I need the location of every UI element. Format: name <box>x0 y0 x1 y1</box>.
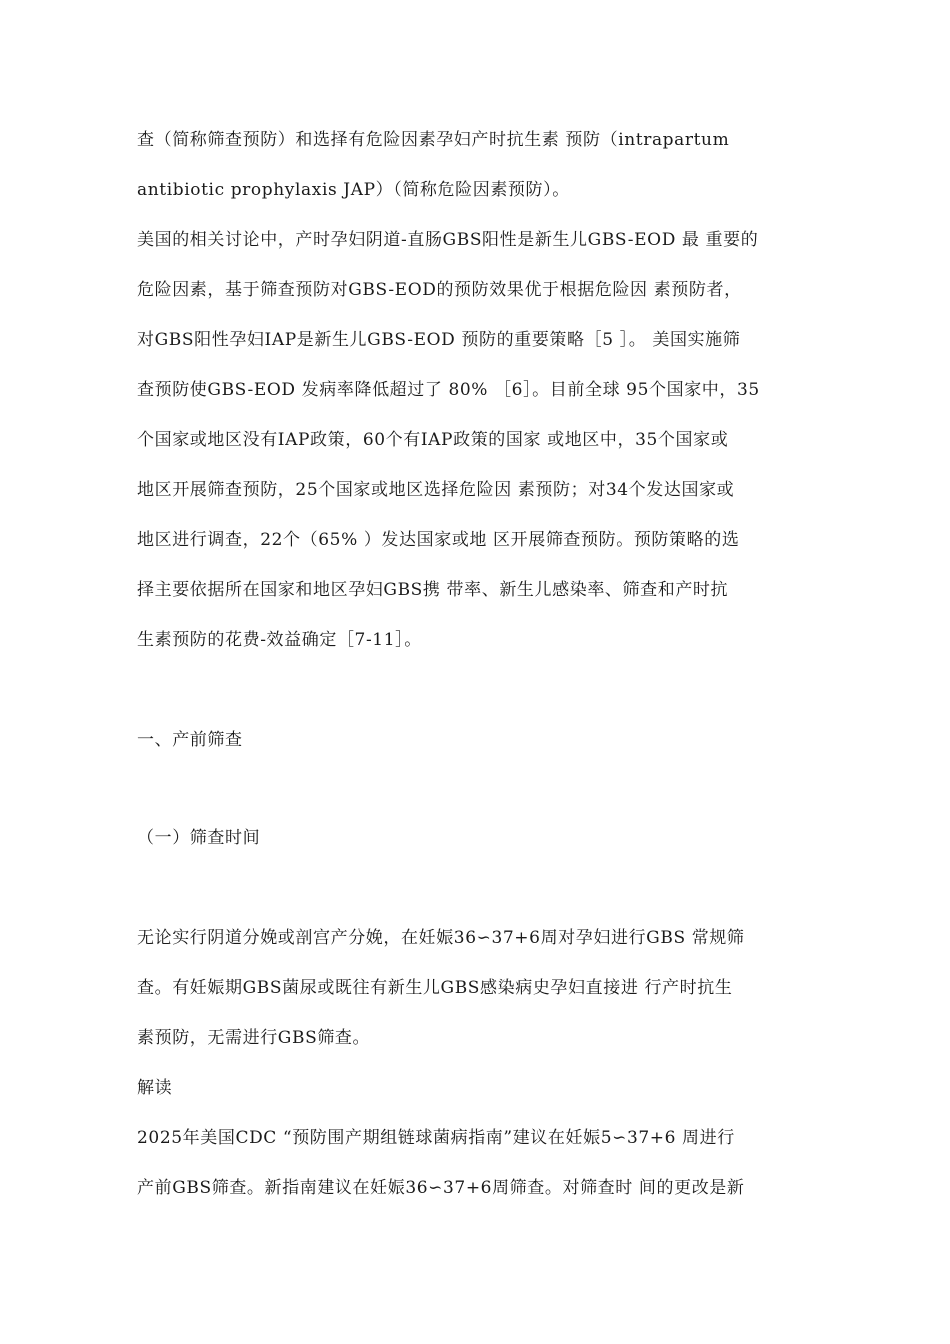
paragraph2-line-2: 查。有妊娠期GBS菌尿或既往有新生儿GBS感染病史孕妇直接进 行产时抗生 <box>137 978 733 998</box>
interpretation-label: 解读 <box>137 1078 173 1098</box>
paragraph2-line-3: 素预防，无需进行GBS筛查。 <box>137 1028 371 1048</box>
paragraph3-line-1: 2025年美国CDC “预防围产期组链球菌病指南”建议在妊娠5∽37+6 周进行 <box>137 1128 735 1148</box>
paragraph1-line-9: 生素预防的花费-效益确定［7-11］。 <box>137 630 422 650</box>
subsection-heading: （一）筛查时间 <box>137 828 261 848</box>
paragraph1-line-7: 地区进行调查，22个（65% ）发达国家或地 区开展筛查预防。预防策略的选 <box>137 530 740 550</box>
paragraph3-line-2: 产前GBS筛查。新指南建议在妊娠36∽37+6周筛查。对筛查时 间的更改是新 <box>137 1178 745 1198</box>
section-heading: 一、产前筛查 <box>137 730 243 750</box>
paragraph1-line-8: 择主要依据所在国家和地区孕妇GBS携 带率、新生儿感染率、筛查和产时抗 <box>137 580 729 600</box>
intro-line-1: 查（简称筛查预防）和选择有危险因素孕妇产时抗生素 预防（intrapartum <box>137 130 730 150</box>
intro-line-2: antibiotic prophylaxis JAP）（简称危险因素预防）。 <box>137 180 570 200</box>
paragraph1-line-6: 地区开展筛查预防，25个国家或地区选择危险因 素预防；对34个发达国家或 <box>137 480 735 500</box>
paragraph1-line-2: 危险因素，基于筛查预防对GBS-EOD的预防效果优于根据危险因 素预防者， <box>137 280 742 300</box>
paragraph1-line-3: 对GBS阳性孕妇IAP是新生儿GBS-EOD 预防的重要策略［5 ］。 美国实施筛 <box>137 330 741 350</box>
paragraph1-line-5: 个国家或地区没有IAP政策，60个有IAP政策的国家 或地区中，35个国家或 <box>137 430 729 450</box>
paragraph1-line-4: 查预防使GBS-EOD 发病率降低超过了 80% ［6］。目前全球 95个国家中，35 <box>137 380 760 400</box>
paragraph1-line-1: 美国的相关讨论中，产时孕妇阴道-直肠GBS阳性是新生儿GBS-EOD 最 重要的 <box>137 230 759 250</box>
paragraph2-line-1: 无论实行阴道分娩或剖宫产分娩，在妊娠36∽37+6周对孕妇进行GBS 常规筛 <box>137 928 745 948</box>
